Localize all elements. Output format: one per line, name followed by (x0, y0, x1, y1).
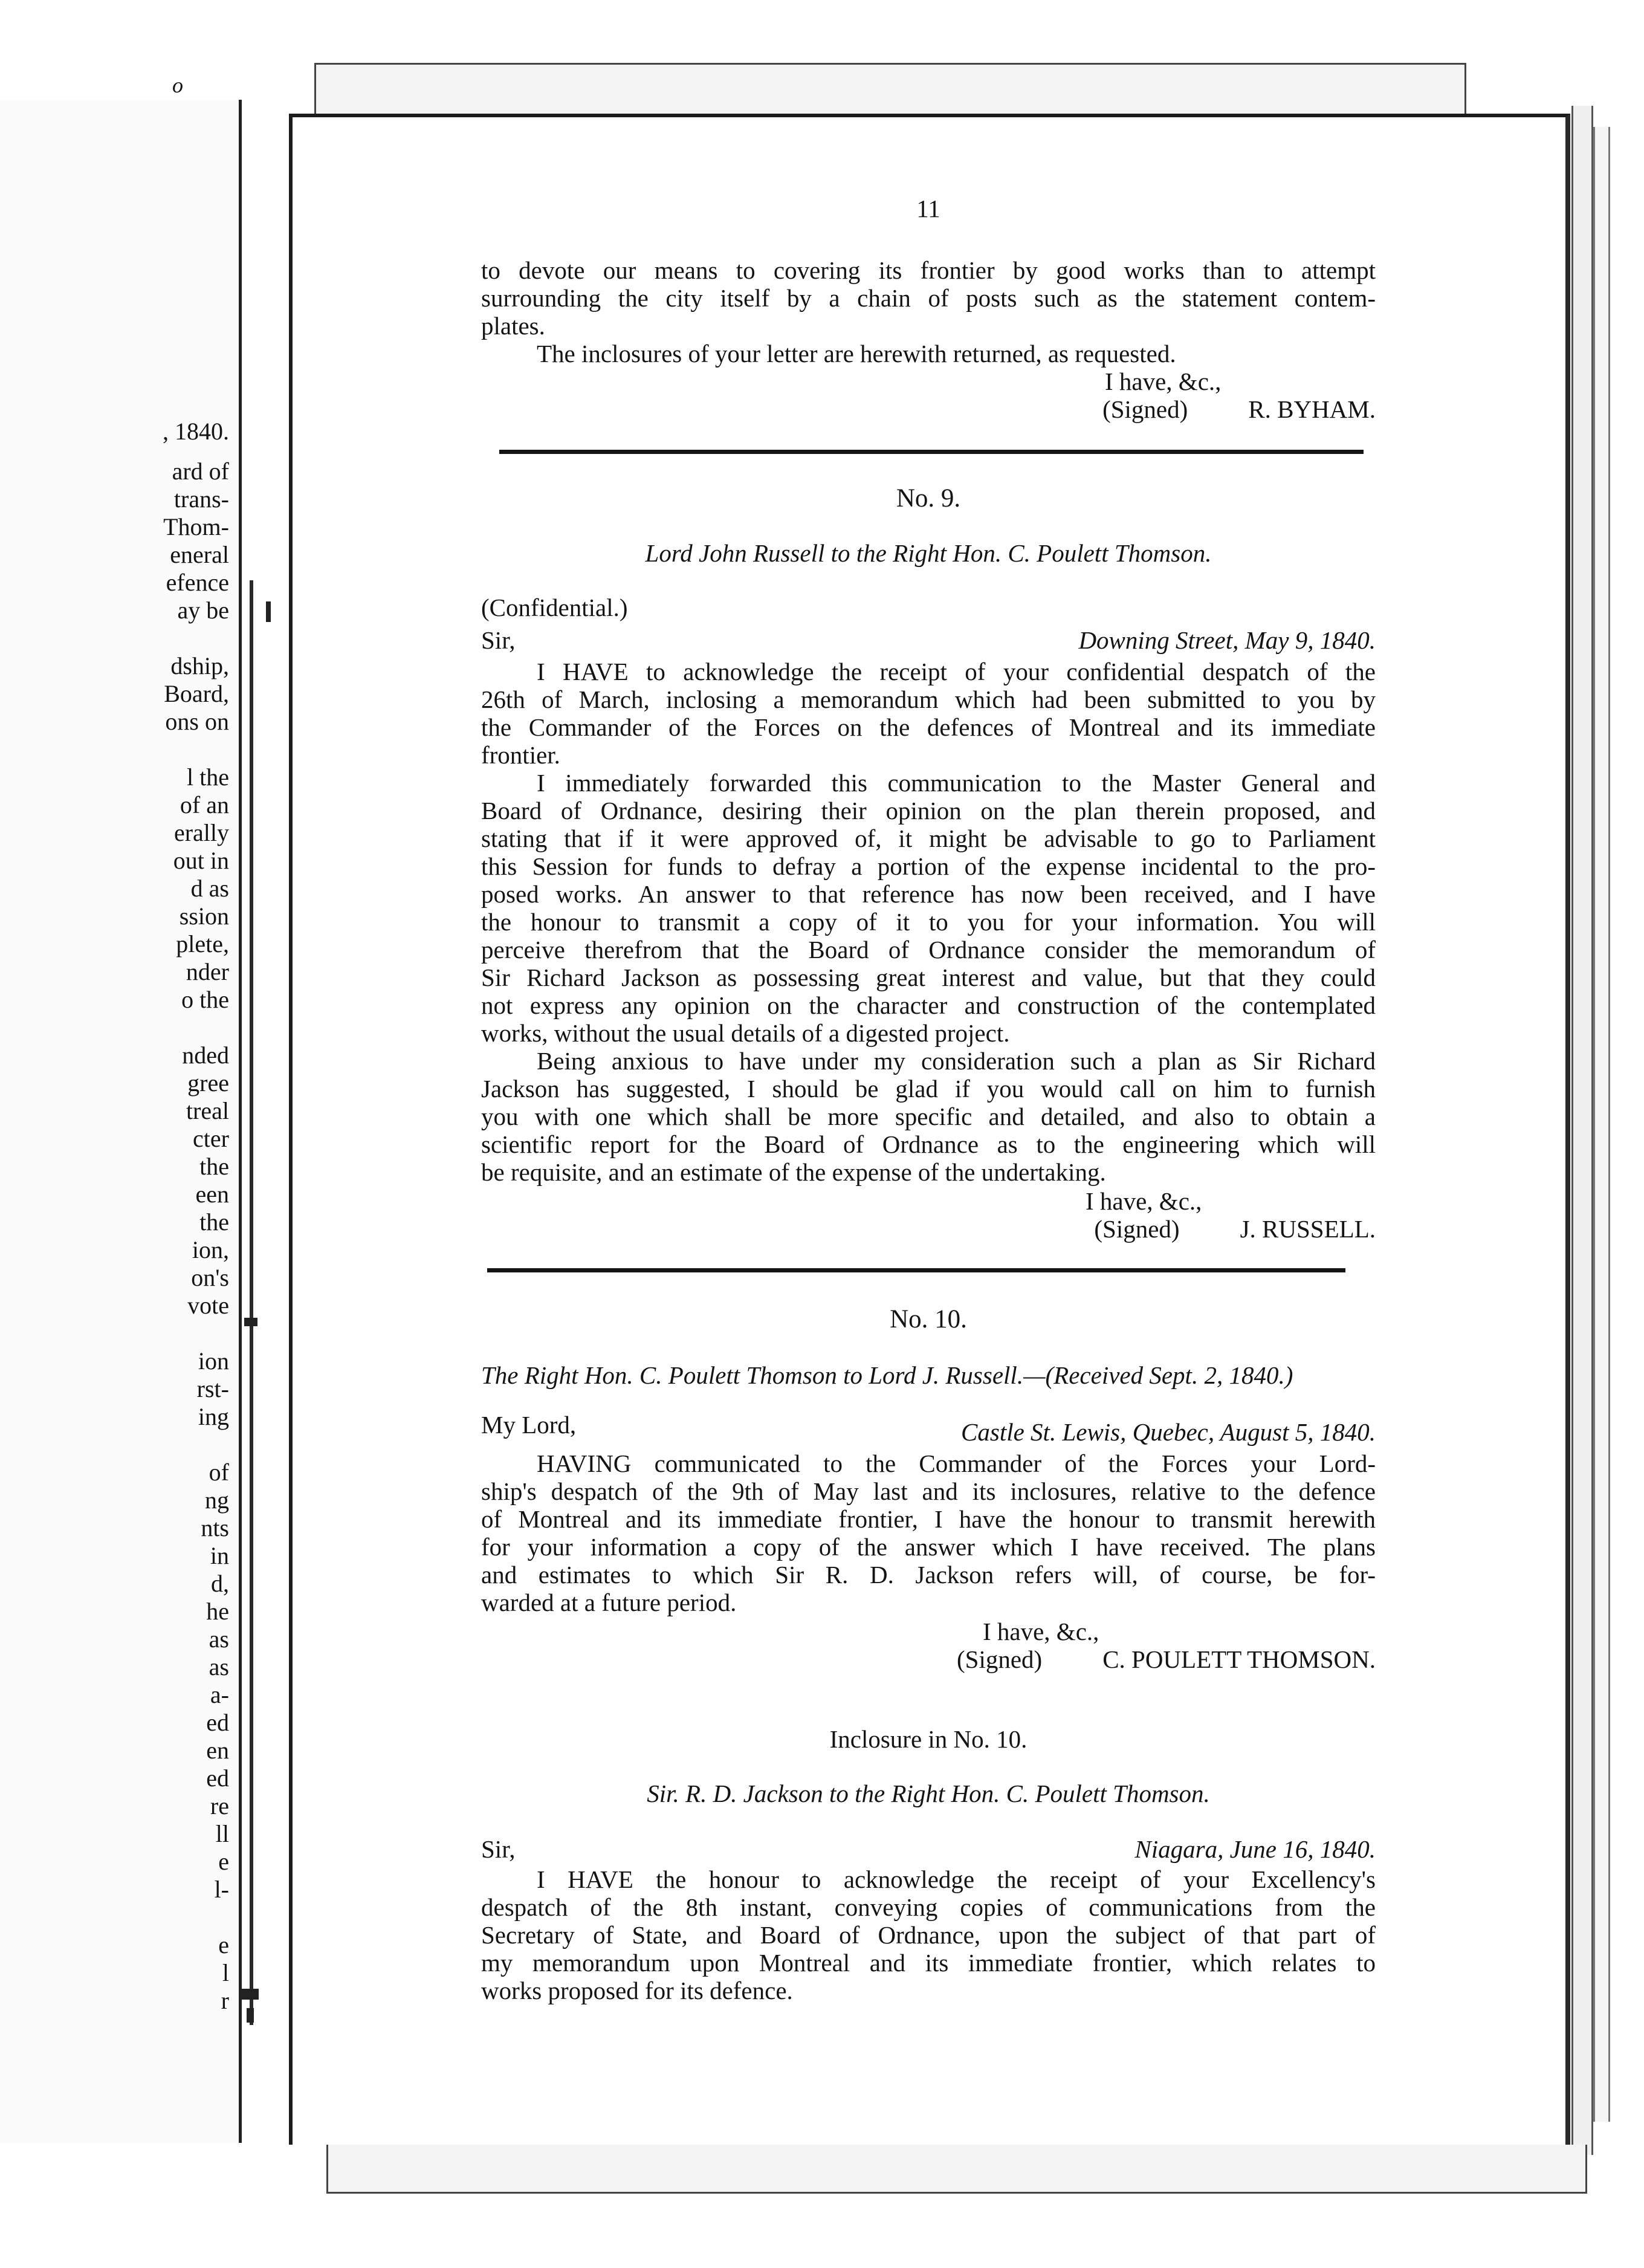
left-page-fragment: ion (198, 1347, 229, 1375)
left-page-fragment: eneral (170, 541, 229, 568)
text-line: I HAVE the honour to acknowledge the receipt of your Excellency's (537, 1865, 1376, 1893)
text-line: the Commander of the Forces on the defences of Montreal and its immediate (481, 713, 1376, 741)
left-page-fragment: ssion (179, 902, 229, 930)
signer-name: R. BYHAM. (1248, 395, 1376, 423)
document-number: No. 9. (896, 484, 961, 513)
binding-mark (241, 1989, 259, 2000)
left-page-fragment: ed (206, 1709, 229, 1736)
left-page-fragment: ng (205, 1486, 229, 1514)
text-line: Board of Ordnance, desiring their opinion on the plan therein proposed, and (481, 797, 1376, 825)
left-facing-page (0, 100, 242, 2143)
left-page-fragment: ay be (177, 597, 229, 624)
text-line: for your information a copy of the answer which I have received. The plans (481, 1533, 1376, 1561)
text-line: frontier. (481, 741, 560, 769)
left-page-fragment: of (209, 1459, 229, 1486)
closing: I have, &c., (1105, 368, 1222, 395)
left-page-fragment: dship, (170, 652, 229, 679)
left-page-fragment: cter (193, 1125, 229, 1152)
left-page-fragment: efence (166, 569, 229, 596)
left-page-fragment: ons on (165, 708, 229, 735)
page-number: 11 (916, 195, 940, 222)
salutation: Sir, (481, 1835, 516, 1863)
salutation: My Lord, (481, 1411, 577, 1439)
text-line: not express any opinion on the character and construction of the contemplated (481, 991, 1376, 1019)
left-page-fragment: plete, (176, 930, 229, 957)
left-page-fragment: he (206, 1598, 229, 1625)
text-line: works proposed for its defence. (481, 1977, 793, 2004)
text-line: HAVING communicated to the Commander of the Forces your Lord- (537, 1450, 1376, 1477)
left-page-fragment: l- (214, 1876, 229, 1903)
closing: I have, &c., (1086, 1187, 1202, 1215)
text-line: Secretary of State, and Board of Ordnance, upon the subject of that part of (481, 1921, 1376, 1949)
signer-name: C. POULETT THOMSON. (1102, 1645, 1376, 1673)
binding-line (250, 580, 253, 2025)
confidential-note: (Confidential.) (481, 594, 628, 621)
left-page-fragment: the (199, 1208, 229, 1236)
signature-line (481, 1645, 1376, 1673)
signed-label: (Signed) (1094, 1215, 1180, 1243)
left-page-fragment: Thom- (163, 513, 229, 540)
left-page-fragment: as (209, 1625, 229, 1653)
text-line: Being anxious to have under my consideration such a plan as Sir Richard (537, 1047, 1376, 1075)
left-page-fragment: treal (186, 1097, 229, 1124)
left-page-fragment: , 1840. (163, 418, 229, 445)
dateline: Niagara, June 16, 1840. (1134, 1835, 1376, 1863)
left-page-fragment: in (210, 1542, 229, 1569)
left-page-fragment: gree (187, 1069, 229, 1097)
left-page-fragment: ll (215, 1820, 229, 1847)
left-page-fragment: a- (210, 1681, 229, 1708)
binding-mark (266, 601, 271, 622)
left-page-fragment: r (221, 1987, 229, 2014)
left-page-fragment: d as (190, 875, 229, 902)
section-rule (499, 450, 1364, 454)
left-page-fragment: ard of (172, 458, 229, 485)
left-page-fragment: o the (181, 986, 229, 1013)
text-line: posed works. An answer to that reference has now been received, and I have (481, 880, 1376, 908)
signed-label: (Signed) (1102, 395, 1188, 423)
text-line: perceive therefrom that the Board of Ordnance consider the memorandum of (481, 936, 1376, 964)
left-page-fragment: ed (206, 1764, 229, 1792)
page-edge-top (314, 63, 1466, 117)
text-line: of Montreal and its immediate frontier, I have the honour to transmit herewith (481, 1505, 1376, 1533)
text-line: be requisite, and an estimate of the expense of the undertaking. (481, 1158, 1106, 1186)
left-page-fragment: of an (180, 791, 229, 818)
text-line: The inclosures of your letter are herewith returned, as requested. (537, 340, 1176, 368)
text-line: my memorandum upon Montreal and its immediate frontier, which relates to (481, 1949, 1376, 1977)
left-page-corner-mark: o (172, 73, 183, 97)
dateline: Downing Street, May 9, 1840. (1078, 626, 1376, 654)
text-line: ship's despatch of the 9th of May last and its inclosures, relative to the defence (481, 1477, 1376, 1505)
left-page-fragment: d, (211, 1570, 229, 1597)
text-line: and estimates to which Sir R. D. Jackson refers will, of course, be for- (481, 1561, 1376, 1589)
text-line: to devote our means to covering its frontier by good works than to attempt (481, 256, 1376, 284)
page-edge-right (1571, 106, 1593, 2155)
left-page-fragment: l (222, 1959, 229, 1986)
left-page-fragment: nder (186, 958, 229, 985)
left-page-fragment: nded (182, 1042, 229, 1069)
left-page-fragment: e (218, 1931, 229, 1959)
left-page-fragment: vote (187, 1292, 229, 1319)
left-page-fragment: erally (173, 819, 229, 846)
document-title: The Right Hon. C. Poulett Thomson to Lord J. Russell.—(Received Sept. 2, 1840.) (481, 1361, 1293, 1389)
left-page-fragment: rst- (196, 1375, 229, 1402)
inclosure-title: Sir. R. D. Jackson to the Right Hon. C. Poulett Thomson. (647, 1780, 1210, 1807)
text-line: despatch of the 8th instant, conveying copies of communications from the (481, 1893, 1376, 1921)
document-number: No. 10. (890, 1305, 967, 1333)
left-page-fragment: as (209, 1653, 229, 1680)
text-line: Jackson has suggested, I should be glad if you would call on him to furnish (481, 1075, 1376, 1103)
left-page-fragment: Board, (164, 680, 229, 707)
binding-mark (244, 1318, 257, 1326)
document-title: Lord John Russell to the Right Hon. C. Poulett Thomson. (645, 539, 1212, 567)
salutation: Sir, (481, 626, 516, 654)
text-line: you with one which shall be more specific and detailed, and also to obtain a (481, 1103, 1376, 1130)
left-page-fragment: on's (191, 1264, 229, 1291)
left-page-fragment: en (206, 1737, 229, 1764)
left-page-fragment: re (210, 1792, 229, 1819)
page-edge-right-outer (1593, 127, 1610, 2122)
inclosure-heading: Inclosure in No. 10. (829, 1725, 1028, 1753)
text-line: I HAVE to acknowledge the receipt of your confidential despatch of the (537, 658, 1376, 685)
section-rule (487, 1268, 1345, 1272)
text-line: 26th of March, inclosing a memorandum which had been submitted to you by (481, 685, 1376, 713)
text-line: this Session for funds to defray a portion of the expense incidental to the pro- (481, 852, 1376, 880)
signer-name: J. RUSSELL. (1240, 1215, 1376, 1243)
signature-line (481, 395, 1376, 423)
left-page-fragment: ion, (192, 1236, 229, 1263)
text-line: the honour to transmit a copy of it to you for your information. You will (481, 908, 1376, 936)
left-page-fragment: ing (198, 1403, 229, 1430)
left-page-fragment: the (199, 1153, 229, 1180)
left-page-fragment: e (218, 1848, 229, 1875)
text-line: scientific report for the Board of Ordnance as to the engineering which will (481, 1130, 1376, 1158)
left-page-fragment: nts (201, 1514, 229, 1541)
text-line: I immediately forwarded this communication to the Master General and (537, 769, 1376, 797)
signed-label: (Signed) (956, 1645, 1043, 1673)
text-line: warded at a future period. (481, 1589, 737, 1616)
left-page-fragment: out in (173, 847, 229, 874)
signature-line (481, 1215, 1376, 1243)
text-line: stating that if it were approved of, it might be advisable to go to Parliament (481, 825, 1376, 852)
text-line: surrounding the city itself by a chain of posts such as the statement contem- (481, 284, 1376, 312)
left-page-fragment: een (195, 1181, 229, 1208)
text-line: plates. (481, 312, 545, 340)
dateline: Castle St. Lewis, Quebec, August 5, 1840. (961, 1418, 1376, 1446)
text-line: works, without the usual details of a digested project. (481, 1019, 1010, 1047)
closing: I have, &c., (983, 1618, 1099, 1645)
left-page-fragment: trans- (173, 485, 229, 513)
text-line: Sir Richard Jackson as possessing great interest and value, but that they could (481, 964, 1376, 991)
page-edge-bottom (326, 2145, 1587, 2194)
left-page-fragment: l the (187, 763, 229, 791)
binding-mark (247, 2008, 254, 2023)
